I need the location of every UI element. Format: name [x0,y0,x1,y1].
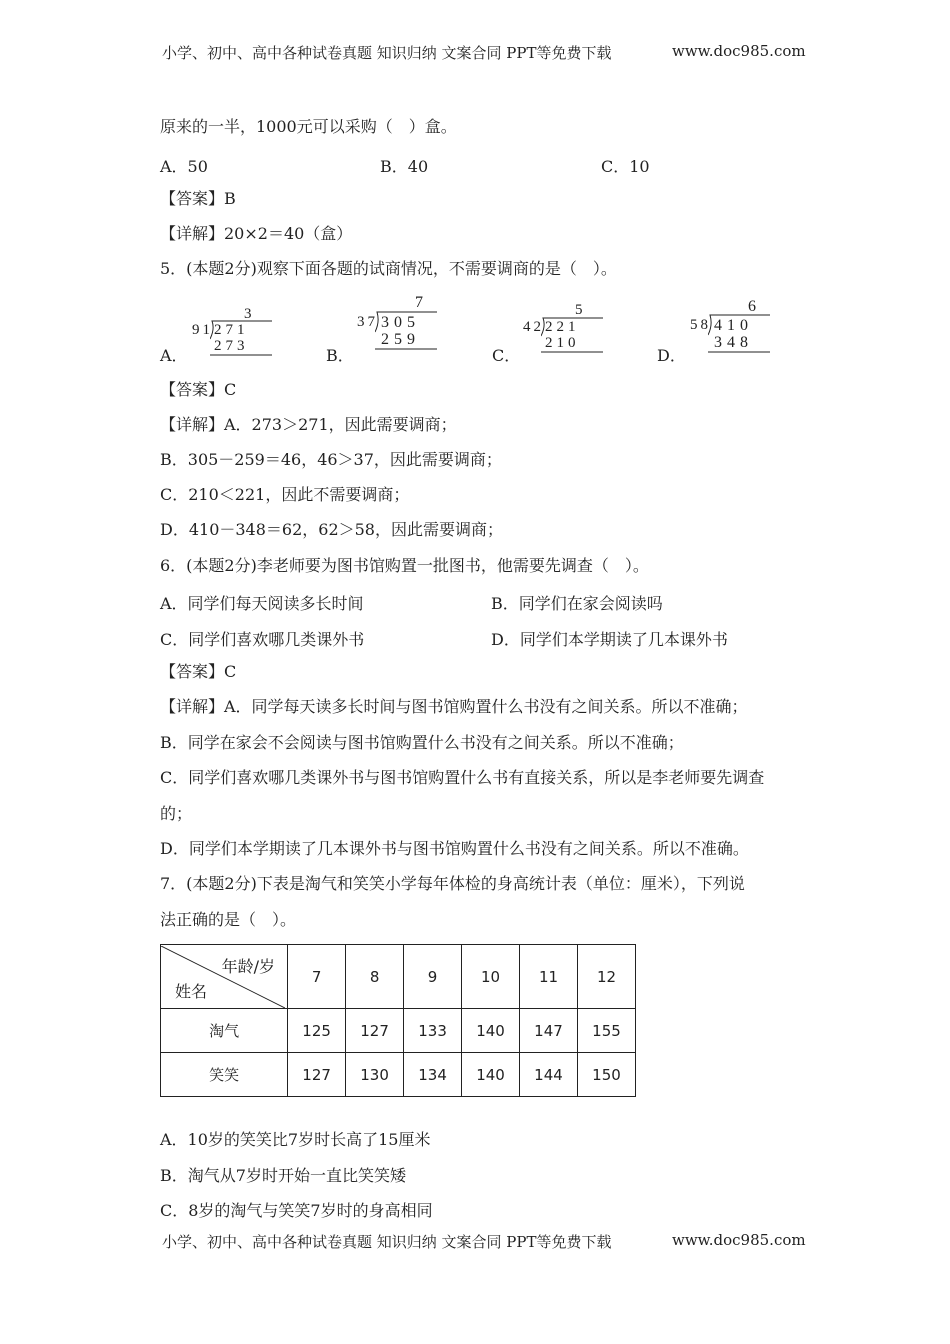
q5-answer: 【答案】C [160,380,237,399]
product: 348 [714,334,753,351]
table-header-cell: 8 [346,945,404,1009]
q5-detail-b: B．305－259＝46，46＞37，因此需要调商； [160,450,502,469]
page-header [162,42,806,63]
q6-option-c: C．同学们喜欢哪几类课外书 [160,630,365,649]
q6-detail-b: B．同学在家会不会阅读与图书馆购置什么书没有之间关系。所以不准确； [160,733,684,752]
table-header-cell: 12 [577,945,635,1009]
table-corner-cell [161,945,288,1009]
q6-detail-c: C．同学们喜欢哪几类课外书与图书馆购置什么书有直接关系，所以是李老师要先调查 [160,768,765,787]
header-url[interactable]: www.doc985.com [672,42,806,60]
q7-option-a: A．10岁的笑笑比7岁时长高了15厘米 [160,1130,431,1149]
row-name-cell: 笑笑 [161,1053,288,1097]
quotient: 6 [748,298,756,315]
q4-detail: 【详解】20×2＝40（盒） [160,224,353,243]
q7-stem-line2: 法正确的是（ ）。 [160,910,297,929]
corner-age-label: 年龄/岁 [221,956,275,976]
divisor: 91 [192,322,213,338]
table-cell: 150 [577,1053,635,1097]
table-header-cell: 10 [462,945,520,1009]
table-cell: 127 [346,1009,404,1053]
division-figure-d [690,298,772,354]
table-cell: 133 [404,1009,462,1053]
table-cell: 155 [577,1009,635,1053]
quotient: 3 [244,306,252,322]
footer-text: 小学、初中、高中各种试卷真题 知识归纳 文案合同 PPT等免费下载 [162,1233,612,1251]
q5-detail-c: C．210＜221，因此不需要调商； [160,485,410,504]
q4-stem-cont: 原来的一半，1000元可以采购（ ）盒。 [160,117,457,136]
dividend: 305 [381,314,420,331]
q6-detail-c-cont: 的； [160,804,193,823]
row-name-cell: 淘气 [161,1009,288,1053]
height-table [160,944,636,1097]
q5-label-d: D． [657,346,686,365]
table-cell: 147 [520,1009,578,1053]
divisor: 37 [357,314,378,330]
q4-option-a: A．50 [160,157,208,176]
quotient: 7 [415,294,423,311]
q6-option-d: D．同学们本学期读了几本课外书 [491,630,728,649]
quotient: 5 [575,302,583,318]
q4-option-c: C．10 [601,157,650,176]
q6-option-a: A．同学们每天阅读多长时间 [160,594,364,613]
q7-option-b: B．淘气从7岁时开始一直比笑笑矮 [160,1166,406,1185]
q6-stem: 6．(本题2分)李老师要为图书馆购置一批图书，他需要先调查（ ）。 [160,556,649,575]
table-row [161,1053,636,1097]
dividend: 410 [714,317,753,334]
q5-label-b: B． [326,346,354,365]
dividend: 271 [214,322,249,338]
table-cell: 130 [346,1053,404,1097]
divisor: 58 [690,317,711,333]
q5-detail-a: 【详解】A．273＞271，因此需要调商； [160,415,457,434]
q5-detail-d: D．410－348＝62，62＞58，因此需要调商； [160,520,503,539]
table-cell: 144 [520,1053,578,1097]
table-row [161,1009,636,1053]
division-figure-b [357,294,437,350]
table-cell: 125 [288,1009,346,1053]
table-header-cell: 7 [288,945,346,1009]
product: 210 [545,335,580,351]
q6-detail-a: 【详解】A．同学每天读多长时间与图书馆购置什么书没有之间关系。所以不准确； [160,697,748,716]
table-cell: 140 [462,1009,520,1053]
table-header-cell: 11 [520,945,578,1009]
product: 259 [381,331,420,348]
dividend: 221 [545,319,580,335]
q5-label-c: C． [492,346,521,365]
divisor: 42 [523,319,544,335]
q5-label-a: A． [160,346,188,365]
corner-name-label: 姓名 [175,981,208,1001]
q6-option-b: B．同学们在家会阅读吗 [491,594,663,613]
table-cell: 127 [288,1053,346,1097]
header-text: 小学、初中、高中各种试卷真题 知识归纳 文案合同 PPT等免费下载 [162,44,612,62]
q4-answer: 【答案】B [160,189,236,208]
table-header-row [161,945,636,1009]
page-footer [162,1231,806,1252]
table-header-cell: 9 [404,945,462,1009]
division-figure-c [523,302,603,354]
q4-option-b: B．40 [380,157,429,176]
q7-option-c: C．8岁的淘气与笑笑7岁时的身高相同 [160,1201,433,1220]
footer-url[interactable]: www.doc985.com [672,1231,806,1249]
division-figure-a [192,306,272,356]
q5-stem: 5．(本题2分)观察下面各题的试商情况，不需要调商的是（ ）。 [160,259,617,278]
table-cell: 140 [462,1053,520,1097]
table-cell: 134 [404,1053,462,1097]
q7-stem-line1: 7．(本题2分)下表是淘气和笑笑小学每年体检的身高统计表（单位：厘米），下列说 [160,874,745,893]
q6-detail-d: D．同学们本学期读了几本课外书与图书馆购置什么书没有之间关系。所以不准确。 [160,839,749,858]
product: 273 [214,338,249,354]
q6-answer: 【答案】C [160,662,237,681]
